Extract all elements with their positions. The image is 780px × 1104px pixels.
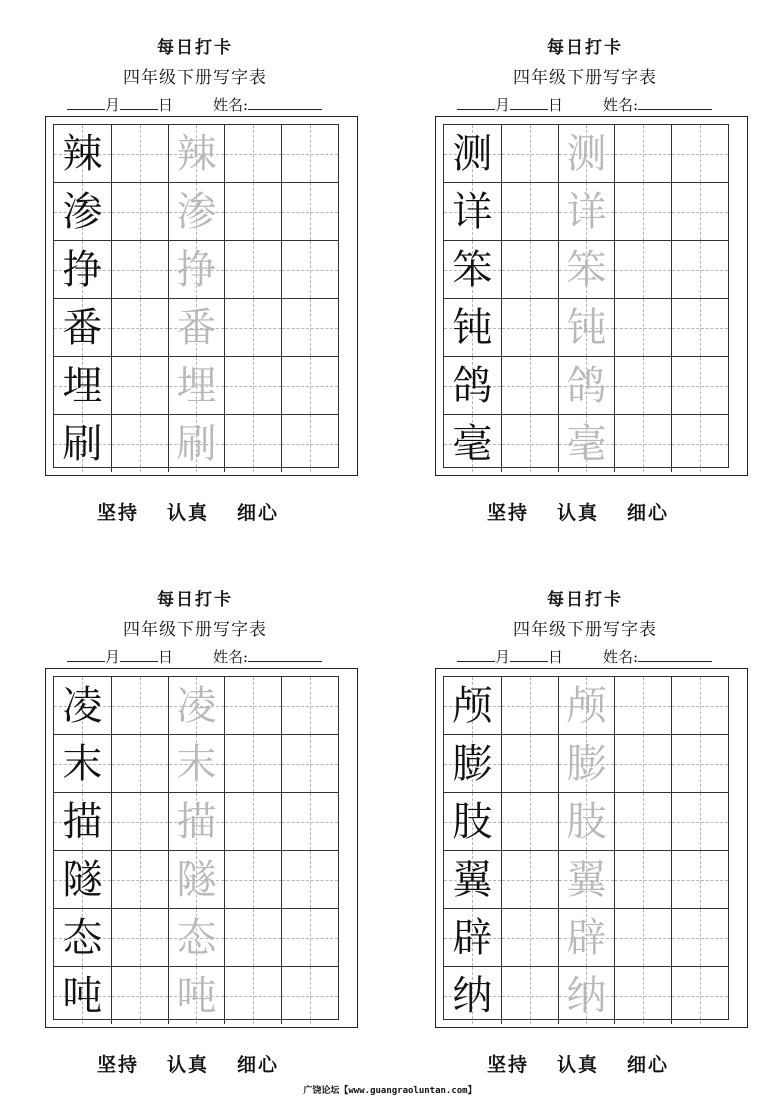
practice-cell[interactable] (224, 357, 281, 414)
practice-cell[interactable] (501, 909, 558, 966)
grid-row (444, 414, 728, 472)
grid-row (444, 734, 728, 792)
practice-cell[interactable] (671, 735, 728, 792)
name-label: 姓名: (213, 96, 249, 114)
model-char-cell (444, 125, 501, 182)
grid-row (54, 677, 338, 734)
practice-cell[interactable] (281, 241, 338, 298)
trace-character: 态 (176, 914, 217, 961)
trace-character: 肢 (566, 798, 607, 845)
trace-character: 吨 (176, 972, 217, 1019)
practice-cell[interactable] (671, 793, 728, 850)
practice-cell[interactable] (614, 125, 671, 182)
sheet-subtitle: 四年级下册写字表 (513, 68, 657, 88)
practice-cell[interactable] (501, 967, 558, 1024)
practice-cell[interactable] (614, 357, 671, 414)
trace-character: 末 (176, 740, 217, 787)
name-label: 姓名: (603, 648, 639, 666)
trace-char-cell (168, 357, 225, 414)
motto-word: 认真 (557, 1054, 600, 1076)
practice-cell[interactable] (501, 793, 558, 850)
motto (487, 1050, 697, 1077)
practice-cell[interactable] (224, 967, 281, 1024)
sheet-title: 每日打卡 (157, 38, 233, 58)
practice-cell[interactable] (224, 851, 281, 908)
practice-cell[interactable] (671, 967, 728, 1024)
grid-row (54, 240, 338, 298)
name-blank[interactable] (638, 647, 712, 662)
motto-word: 坚持 (97, 502, 140, 524)
writing-grid-frame (435, 116, 748, 476)
model-character: 辟 (452, 914, 493, 961)
practice-sheet (435, 33, 775, 533)
trace-character: 毫 (566, 420, 607, 467)
model-char-cell (54, 735, 111, 792)
grid-row (54, 792, 338, 850)
model-character: 纳 (452, 972, 493, 1019)
trace-char-cell (168, 677, 225, 734)
practice-cell[interactable] (111, 793, 168, 850)
model-character: 凌 (62, 682, 103, 729)
practice-cell[interactable] (281, 909, 338, 966)
grid-row (444, 298, 728, 356)
model-character: 挣 (62, 246, 103, 293)
practice-cell[interactable] (501, 299, 558, 356)
date-name-line (67, 646, 367, 666)
practice-cell[interactable] (224, 677, 281, 734)
trace-char-cell (558, 967, 615, 1024)
practice-cell[interactable] (281, 851, 338, 908)
practice-cell[interactable] (224, 299, 281, 356)
trace-char-cell (168, 241, 225, 298)
grid-row (444, 966, 728, 1024)
practice-cell[interactable] (671, 125, 728, 182)
trace-character: 鸽 (566, 362, 607, 409)
day-blank[interactable] (510, 647, 548, 662)
grid-row (54, 356, 338, 414)
practice-cell[interactable] (281, 299, 338, 356)
date-name-line (67, 94, 367, 114)
trace-character: 埋 (176, 362, 217, 409)
motto-word: 认真 (167, 502, 210, 524)
model-char-cell (444, 415, 501, 472)
motto-word: 认真 (167, 1054, 210, 1076)
trace-character: 挣 (176, 246, 217, 293)
practice-cell[interactable] (671, 299, 728, 356)
model-character: 态 (62, 914, 103, 961)
grid-row (444, 356, 728, 414)
practice-cell[interactable] (501, 357, 558, 414)
practice-cell[interactable] (111, 677, 168, 734)
writing-grid-frame (45, 116, 358, 476)
name-label: 姓名: (213, 648, 249, 666)
model-character: 末 (62, 740, 103, 787)
trace-char-cell (168, 967, 225, 1024)
name-blank[interactable] (248, 95, 322, 110)
model-char-cell (54, 793, 111, 850)
motto-word: 认真 (557, 502, 600, 524)
model-character: 颅 (452, 682, 493, 729)
grid-row (54, 850, 338, 908)
practice-cell[interactable] (501, 851, 558, 908)
practice-cell[interactable] (614, 967, 671, 1024)
practice-cell[interactable] (501, 735, 558, 792)
trace-char-cell (558, 415, 615, 472)
name-blank[interactable] (638, 95, 712, 110)
trace-character: 渗 (176, 188, 217, 235)
practice-cell[interactable] (224, 415, 281, 472)
motto-word: 细心 (237, 1054, 280, 1076)
name-label: 姓名: (603, 96, 639, 114)
model-character: 吨 (62, 972, 103, 1019)
practice-cell[interactable] (614, 735, 671, 792)
trace-char-cell (558, 357, 615, 414)
practice-cell[interactable] (671, 241, 728, 298)
day-label: 日 (548, 648, 564, 666)
practice-cell[interactable] (224, 793, 281, 850)
model-character: 膨 (452, 740, 493, 787)
day-blank[interactable] (510, 95, 548, 110)
model-character: 番 (62, 304, 103, 351)
model-char-cell (54, 357, 111, 414)
grid-row (54, 966, 338, 1024)
practice-cell[interactable] (111, 909, 168, 966)
month-blank[interactable] (457, 647, 495, 662)
model-char-cell (54, 677, 111, 734)
trace-char-cell (558, 909, 615, 966)
footer-watermark: 广饶论坛【www.guangraoluntan.com】 (303, 1086, 477, 1096)
sheet-title: 每日打卡 (547, 590, 623, 610)
practice-cell[interactable] (614, 415, 671, 472)
writing-grid (443, 124, 729, 468)
practice-cell[interactable] (111, 357, 168, 414)
model-character: 笨 (452, 246, 493, 293)
grid-row (444, 792, 728, 850)
practice-cell[interactable] (614, 677, 671, 734)
practice-cell[interactable] (614, 851, 671, 908)
month-label: 月 (105, 648, 121, 666)
model-character: 毫 (452, 420, 493, 467)
trace-char-cell (558, 677, 615, 734)
grid-row (54, 125, 338, 182)
practice-cell[interactable] (224, 909, 281, 966)
trace-char-cell (168, 851, 225, 908)
practice-sheet (435, 585, 775, 1085)
grid-row (54, 908, 338, 966)
writing-grid (53, 124, 339, 468)
trace-character: 膨 (566, 740, 607, 787)
practice-cell[interactable] (111, 735, 168, 792)
trace-char-cell (168, 183, 225, 240)
practice-cell[interactable] (224, 241, 281, 298)
grid-row (54, 734, 338, 792)
practice-cell[interactable] (281, 735, 338, 792)
motto-word: 细心 (237, 502, 280, 524)
sheet-title: 每日打卡 (157, 590, 233, 610)
motto (487, 498, 697, 525)
motto (97, 1050, 307, 1077)
practice-cell[interactable] (671, 909, 728, 966)
grid-row (444, 125, 728, 182)
trace-char-cell (558, 183, 615, 240)
model-char-cell (444, 299, 501, 356)
model-char-cell (444, 793, 501, 850)
day-label: 日 (158, 96, 174, 114)
trace-char-cell (168, 415, 225, 472)
trace-character: 隧 (176, 856, 217, 903)
trace-char-cell (168, 735, 225, 792)
model-character: 翼 (452, 856, 493, 903)
month-label: 月 (495, 96, 511, 114)
practice-cell[interactable] (501, 183, 558, 240)
sheet-title: 每日打卡 (547, 38, 623, 58)
practice-cell[interactable] (281, 967, 338, 1024)
trace-char-cell (558, 735, 615, 792)
practice-cell[interactable] (111, 851, 168, 908)
day-blank[interactable] (120, 95, 158, 110)
month-blank[interactable] (67, 647, 105, 662)
trace-character: 辟 (566, 914, 607, 961)
model-character: 描 (62, 798, 103, 845)
practice-cell[interactable] (614, 909, 671, 966)
grid-row (54, 414, 338, 472)
trace-char-cell (168, 125, 225, 182)
model-character: 钝 (452, 304, 493, 351)
month-label: 月 (105, 96, 121, 114)
trace-character: 翼 (566, 856, 607, 903)
sheet-subtitle: 四年级下册写字表 (123, 68, 267, 88)
model-char-cell (444, 183, 501, 240)
model-character: 埋 (62, 362, 103, 409)
trace-character: 钝 (566, 304, 607, 351)
trace-character: 刷 (176, 420, 217, 467)
motto-word: 坚持 (487, 1054, 530, 1076)
practice-cell[interactable] (281, 183, 338, 240)
model-character: 辣 (62, 130, 103, 177)
date-name-line (457, 646, 757, 666)
motto-word: 坚持 (97, 1054, 140, 1076)
model-character: 鸽 (452, 362, 493, 409)
practice-cell[interactable] (671, 415, 728, 472)
day-blank[interactable] (120, 647, 158, 662)
day-label: 日 (548, 96, 564, 114)
model-character: 隧 (62, 856, 103, 903)
model-char-cell (54, 299, 111, 356)
day-label: 日 (158, 648, 174, 666)
model-char-cell (54, 415, 111, 472)
trace-char-cell (558, 793, 615, 850)
trace-character: 颅 (566, 682, 607, 729)
practice-cell[interactable] (281, 125, 338, 182)
grid-row (54, 182, 338, 240)
grid-row (444, 677, 728, 734)
model-char-cell (54, 125, 111, 182)
writing-grid-frame (435, 668, 748, 1028)
model-char-cell (54, 241, 111, 298)
model-character: 详 (452, 188, 493, 235)
name-blank[interactable] (248, 647, 322, 662)
trace-character: 详 (566, 188, 607, 235)
model-char-cell (444, 909, 501, 966)
writing-grid-frame (45, 668, 358, 1028)
practice-cell[interactable] (281, 793, 338, 850)
practice-cell[interactable] (671, 677, 728, 734)
grid-row (54, 298, 338, 356)
month-blank[interactable] (67, 95, 105, 110)
practice-cell[interactable] (111, 967, 168, 1024)
practice-sheet (45, 585, 385, 1085)
model-character: 测 (452, 130, 493, 177)
trace-character: 描 (176, 798, 217, 845)
grid-row (444, 850, 728, 908)
practice-cell[interactable] (614, 241, 671, 298)
grid-row (444, 240, 728, 298)
trace-character: 测 (566, 130, 607, 177)
trace-char-cell (558, 851, 615, 908)
model-char-cell (444, 677, 501, 734)
motto-word: 坚持 (487, 502, 530, 524)
motto-word: 细心 (627, 1054, 670, 1076)
model-char-cell (444, 241, 501, 298)
trace-char-cell (168, 793, 225, 850)
model-character: 刷 (62, 420, 103, 467)
practice-sheet (45, 33, 385, 533)
grid-row (444, 908, 728, 966)
practice-cell[interactable] (111, 125, 168, 182)
practice-cell[interactable] (281, 415, 338, 472)
trace-character: 辣 (176, 130, 217, 177)
date-name-line (457, 94, 757, 114)
model-char-cell (444, 357, 501, 414)
practice-cell[interactable] (111, 241, 168, 298)
practice-cell[interactable] (224, 735, 281, 792)
model-char-cell (444, 735, 501, 792)
practice-cell[interactable] (671, 357, 728, 414)
trace-char-cell (558, 241, 615, 298)
model-char-cell (54, 967, 111, 1024)
sheet-subtitle: 四年级下册写字表 (123, 620, 267, 640)
practice-cell[interactable] (224, 125, 281, 182)
writing-grid (443, 676, 729, 1020)
writing-grid (53, 676, 339, 1020)
model-char-cell (54, 183, 111, 240)
practice-cell[interactable] (614, 793, 671, 850)
trace-char-cell (168, 909, 225, 966)
month-blank[interactable] (457, 95, 495, 110)
practice-cell[interactable] (501, 677, 558, 734)
model-character: 渗 (62, 188, 103, 235)
trace-character: 纳 (566, 972, 607, 1019)
practice-cell[interactable] (111, 183, 168, 240)
trace-character: 凌 (176, 682, 217, 729)
practice-cell[interactable] (501, 125, 558, 182)
grid-row (444, 182, 728, 240)
practice-cell[interactable] (671, 851, 728, 908)
practice-cell[interactable] (614, 183, 671, 240)
practice-cell[interactable] (111, 299, 168, 356)
model-char-cell (54, 909, 111, 966)
practice-cell[interactable] (281, 357, 338, 414)
model-char-cell (444, 851, 501, 908)
practice-cell[interactable] (111, 415, 168, 472)
trace-char-cell (558, 299, 615, 356)
motto (97, 498, 307, 525)
model-char-cell (54, 851, 111, 908)
model-char-cell (444, 967, 501, 1024)
sheet-subtitle: 四年级下册写字表 (513, 620, 657, 640)
trace-char-cell (558, 125, 615, 182)
month-label: 月 (495, 648, 511, 666)
practice-cell[interactable] (501, 415, 558, 472)
trace-character: 笨 (566, 246, 607, 293)
model-character: 肢 (452, 798, 493, 845)
trace-character: 番 (176, 304, 217, 351)
motto-word: 细心 (627, 502, 670, 524)
practice-cell[interactable] (671, 183, 728, 240)
practice-cell[interactable] (614, 299, 671, 356)
practice-cell[interactable] (281, 677, 338, 734)
practice-cell[interactable] (501, 241, 558, 298)
practice-cell[interactable] (224, 183, 281, 240)
trace-char-cell (168, 299, 225, 356)
